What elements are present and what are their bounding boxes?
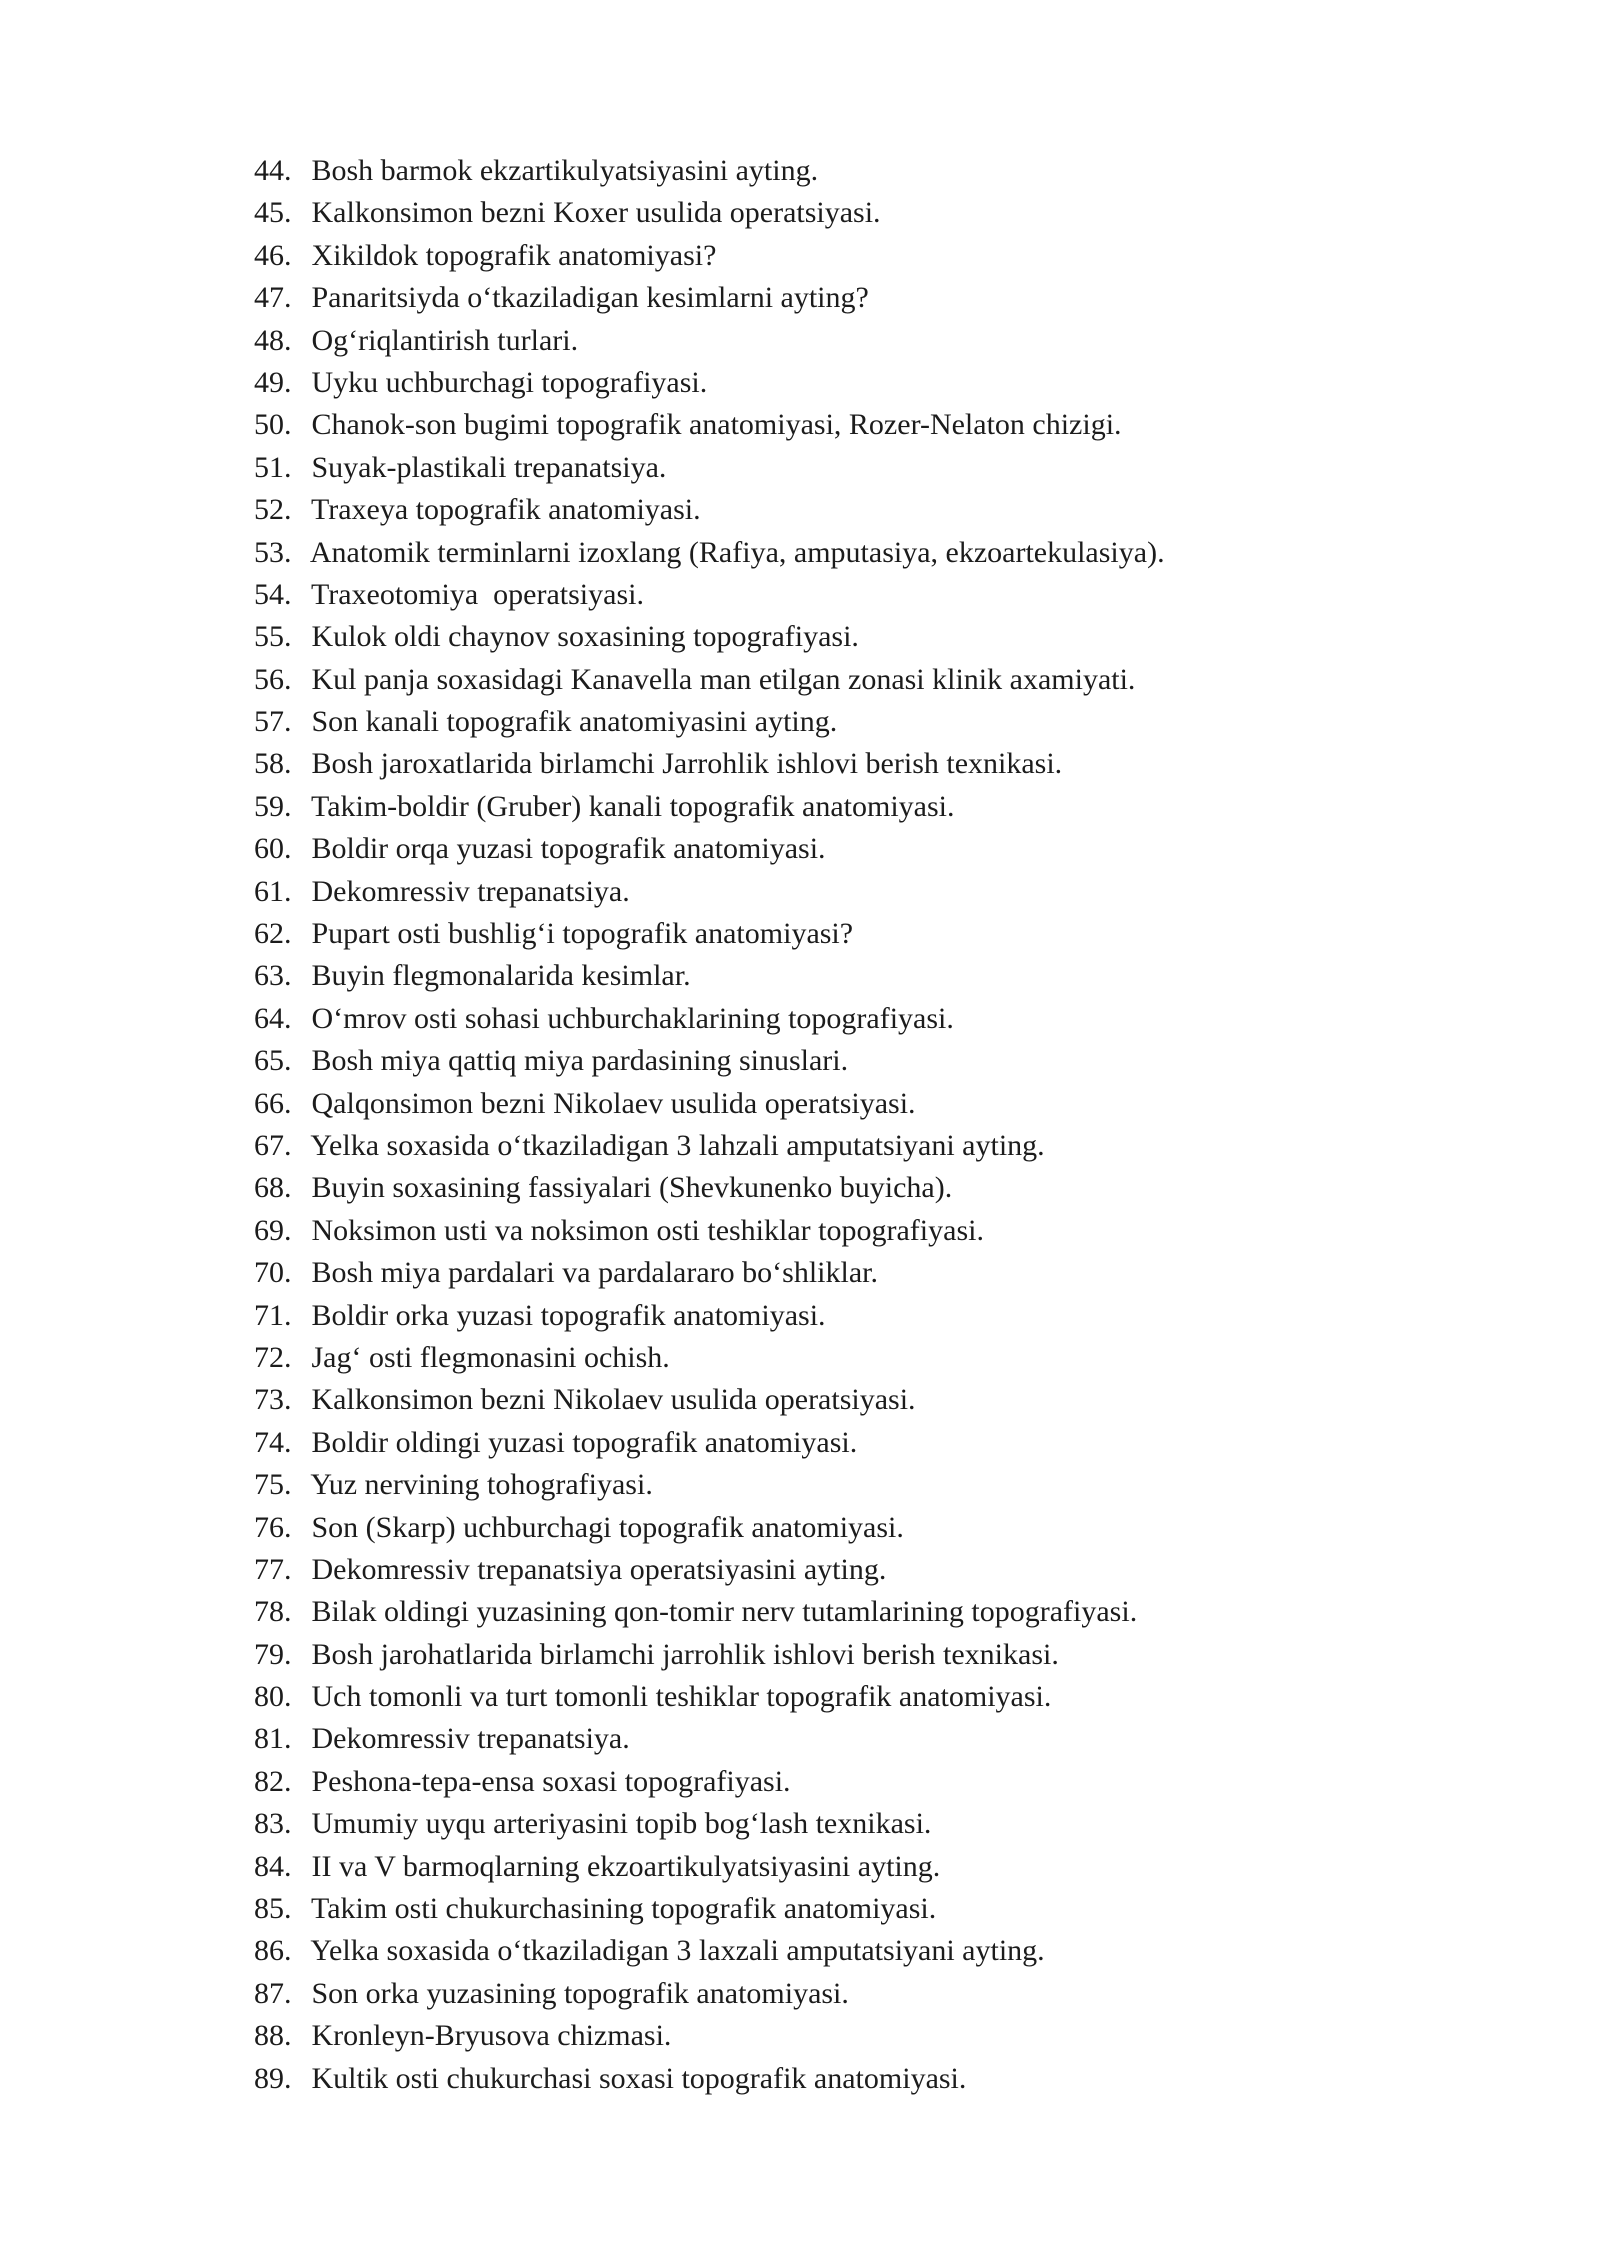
question-item	[254, 2058, 1554, 2100]
question-number: 81.	[254, 1722, 292, 1756]
question-item	[254, 2015, 1554, 2057]
question-number: 55.	[254, 620, 292, 654]
question-number: 71.	[254, 1298, 292, 1332]
question-text: Dekomressiv trepanatsiya operatsiyasini ayting.	[311, 1552, 887, 1586]
question-item	[254, 1973, 1554, 2015]
question-text: Kalkonsimon bezni Nikolaev usulida operatsiyasi.	[311, 1383, 916, 1417]
question-text: Yuz nervining tohografiyasi.	[310, 1468, 653, 1502]
question-number: 56.	[254, 662, 292, 696]
question-text: Takim osti chukurchasining topografik anatomiyasi.	[310, 1892, 937, 1926]
question-item	[254, 1125, 1554, 1167]
question-number: 88.	[254, 2019, 292, 2053]
question-item	[254, 574, 1554, 616]
question-text: Pupart osti bushlig‘i topografik anatomiyasi?	[311, 917, 854, 951]
question-number: 52.	[254, 493, 292, 527]
question-number: 79.	[254, 1637, 292, 1671]
question-item	[254, 489, 1554, 531]
question-list	[254, 150, 1554, 2100]
question-number: 82.	[254, 1764, 292, 1798]
question-item	[254, 828, 1554, 870]
question-number: 87.	[254, 1976, 292, 2010]
question-number: 74.	[254, 1425, 292, 1459]
question-text: Qalqonsimon bezni Nikolaev usulida operatsiyasi.	[311, 1086, 916, 1120]
question-text: Chanok-son bugimi topografik anatomiyasi, Rozer-Nelaton chizigi.	[311, 408, 1122, 442]
question-text: Bosh miya qattiq miya pardasining sinuslari.	[311, 1044, 849, 1078]
question-number: 53.	[254, 535, 292, 569]
question-text: Noksimon usti va noksimon osti teshiklar topografiyasi.	[311, 1213, 984, 1247]
question-number: 70.	[254, 1256, 292, 1290]
question-item	[254, 1634, 1554, 1676]
question-item	[254, 1803, 1554, 1845]
question-text: Son (Skarp) uchburchagi topografik anatomiyasi.	[311, 1510, 904, 1544]
question-text: Og‘riqlantirish turlari.	[311, 323, 579, 357]
question-text: Yelka soxasida o‘tkaziladigan 3 laxzali amputatsiyani ayting.	[310, 1934, 1045, 1968]
question-item	[254, 362, 1554, 404]
question-text: Yelka soxasida o‘tkaziladigan 3 lahzali amputatsiyani ayting.	[310, 1128, 1045, 1162]
question-text: Uch tomonli va turt tomonli teshiklar topografik anatomiyasi.	[311, 1680, 1052, 1714]
question-text: Buyin flegmonalarida kesimlar.	[311, 959, 691, 993]
question-number: 51.	[254, 450, 292, 484]
question-number: 63.	[254, 959, 292, 993]
question-text: Bosh jaroxatlarida birlamchi Jarrohlik ishlovi berish texnikasi.	[311, 747, 1063, 781]
question-text: Boldir orka yuzasi topografik anatomiyasi.	[311, 1298, 826, 1332]
question-text: Son kanali topografik anatomiyasini ayting.	[311, 705, 838, 739]
question-number: 86.	[254, 1934, 292, 1968]
question-item	[254, 1422, 1554, 1464]
question-item	[254, 235, 1554, 277]
question-item	[254, 1210, 1554, 1252]
question-item	[254, 1676, 1554, 1718]
question-number: 67.	[254, 1128, 292, 1162]
question-text: Kronleyn-Bryusova chizmasi.	[311, 2019, 672, 2053]
question-text: Boldir orqa yuzasi topografik anatomiyasi.	[311, 832, 826, 866]
question-item	[254, 913, 1554, 955]
question-number: 57.	[254, 705, 292, 739]
question-text: Kulok oldi chaynov soxasining topografiyasi.	[311, 620, 859, 654]
question-item	[254, 1591, 1554, 1633]
question-number: 84.	[254, 1849, 292, 1883]
question-text: Buyin soxasining fassiyalari (Shevkunenko buyicha).	[311, 1171, 953, 1205]
question-item	[254, 1083, 1554, 1125]
question-text: Uyku uchburchagi topografiyasi.	[311, 365, 708, 399]
question-text: Son orka yuzasining topografik anatomiyasi.	[311, 1976, 849, 2010]
question-number: 62.	[254, 917, 292, 951]
question-item	[254, 320, 1554, 362]
question-number: 44.	[254, 154, 292, 187]
question-text: Suyak-plastikali trepanatsiya.	[311, 450, 667, 484]
question-item	[254, 1846, 1554, 1888]
question-item	[254, 998, 1554, 1040]
question-item	[254, 150, 1554, 192]
question-number: 45.	[254, 196, 292, 230]
question-number: 46.	[254, 238, 292, 272]
question-text: Traxeotomiya operatsiyasi.	[310, 577, 644, 611]
question-text: Anatomik terminlarni izoxlang (Rafiya, amputasiya, ekzoartekulasiya).	[309, 535, 1165, 569]
question-number: 48.	[254, 323, 292, 357]
question-item	[254, 1379, 1554, 1421]
question-number: 49.	[254, 365, 292, 399]
question-item	[254, 1718, 1554, 1760]
question-number: 64.	[254, 1001, 292, 1035]
question-item	[254, 1549, 1554, 1591]
question-number: 61.	[254, 874, 292, 908]
question-number: 65.	[254, 1044, 292, 1078]
question-text: Kalkonsimon bezni Koxer usulida operatsiyasi.	[311, 196, 881, 230]
question-item	[254, 1295, 1554, 1337]
question-text: II va V barmoqlarning ekzoartikulyatsiyasini ayting.	[311, 1849, 941, 1883]
question-item	[254, 786, 1554, 828]
question-number: 69.	[254, 1213, 292, 1247]
question-text: Traxeya topografik anatomiyasi.	[310, 493, 701, 527]
question-item	[254, 1252, 1554, 1294]
question-item	[254, 1761, 1554, 1803]
question-number: 89.	[254, 2061, 292, 2095]
question-text: Bosh barmok ekzartikulyatsiyasini ayting.	[311, 154, 819, 187]
question-number: 50.	[254, 408, 292, 442]
question-item	[254, 701, 1554, 743]
question-item	[254, 743, 1554, 785]
question-text: Boldir oldingi yuzasi topografik anatomiyasi.	[311, 1425, 858, 1459]
question-number: 78.	[254, 1595, 292, 1629]
question-number: 72.	[254, 1340, 292, 1374]
question-item	[254, 659, 1554, 701]
question-item	[254, 1167, 1554, 1209]
question-text: Xikildok topografik anatomiyasi?	[311, 238, 717, 272]
question-text: Jag‘ osti flegmonasini ochish.	[311, 1340, 670, 1374]
question-number: 66.	[254, 1086, 292, 1120]
question-item	[254, 1040, 1554, 1082]
question-number: 68.	[254, 1171, 292, 1205]
question-number: 59.	[254, 789, 292, 823]
question-item	[254, 447, 1554, 489]
question-text: Takim-boldir (Gruber) kanali topografik anatomiyasi.	[310, 789, 955, 823]
question-text: Umumiy uyqu arteriyasini topib bog‘lash texnikasi.	[311, 1807, 932, 1841]
question-item	[254, 404, 1554, 446]
question-text: Dekomressiv trepanatsiya.	[311, 1722, 630, 1756]
question-text: Dekomressiv trepanatsiya.	[311, 874, 630, 908]
question-number: 75.	[254, 1468, 292, 1502]
question-item	[254, 955, 1554, 997]
question-number: 77.	[254, 1552, 292, 1586]
question-item	[254, 192, 1554, 234]
question-item	[254, 871, 1554, 913]
question-text: Bilak oldingi yuzasining qon-tomir nerv tutamlarining topografiyasi.	[311, 1595, 1138, 1629]
question-item	[254, 277, 1554, 319]
question-text: Bosh jarohatlarida birlamchi jarrohlik ishlovi berish texnikasi.	[311, 1637, 1059, 1671]
question-number: 85.	[254, 1892, 292, 1926]
question-item	[254, 616, 1554, 658]
question-item	[254, 1888, 1554, 1930]
question-number: 83.	[254, 1807, 292, 1841]
question-item	[254, 1930, 1554, 1972]
question-item	[254, 1464, 1554, 1506]
question-item	[254, 1337, 1554, 1379]
question-number: 47.	[254, 281, 292, 315]
question-text: Peshona-tepa-ensa soxasi topografiyasi.	[311, 1764, 791, 1798]
question-text: Bosh miya pardalari va pardalararo bo‘shliklar.	[311, 1256, 878, 1290]
question-number: 60.	[254, 832, 292, 866]
question-number: 80.	[254, 1680, 292, 1714]
question-number: 76.	[254, 1510, 292, 1544]
question-number: 73.	[254, 1383, 292, 1417]
question-item	[254, 1507, 1554, 1549]
question-number: 58.	[254, 747, 292, 781]
question-item	[254, 532, 1554, 574]
question-text: O‘mrov osti sohasi uchburchaklarining topografiyasi.	[311, 1001, 954, 1035]
question-text: Kultik osti chukurchasi soxasi topografik anatomiyasi.	[311, 2061, 967, 2095]
question-text: Kul panja soxasidagi Kanavella man etilgan zonasi klinik axamiyati.	[311, 662, 1136, 696]
question-text: Panaritsiyda o‘tkaziladigan kesimlarni ayting?	[311, 281, 869, 315]
question-number: 54.	[254, 577, 292, 611]
